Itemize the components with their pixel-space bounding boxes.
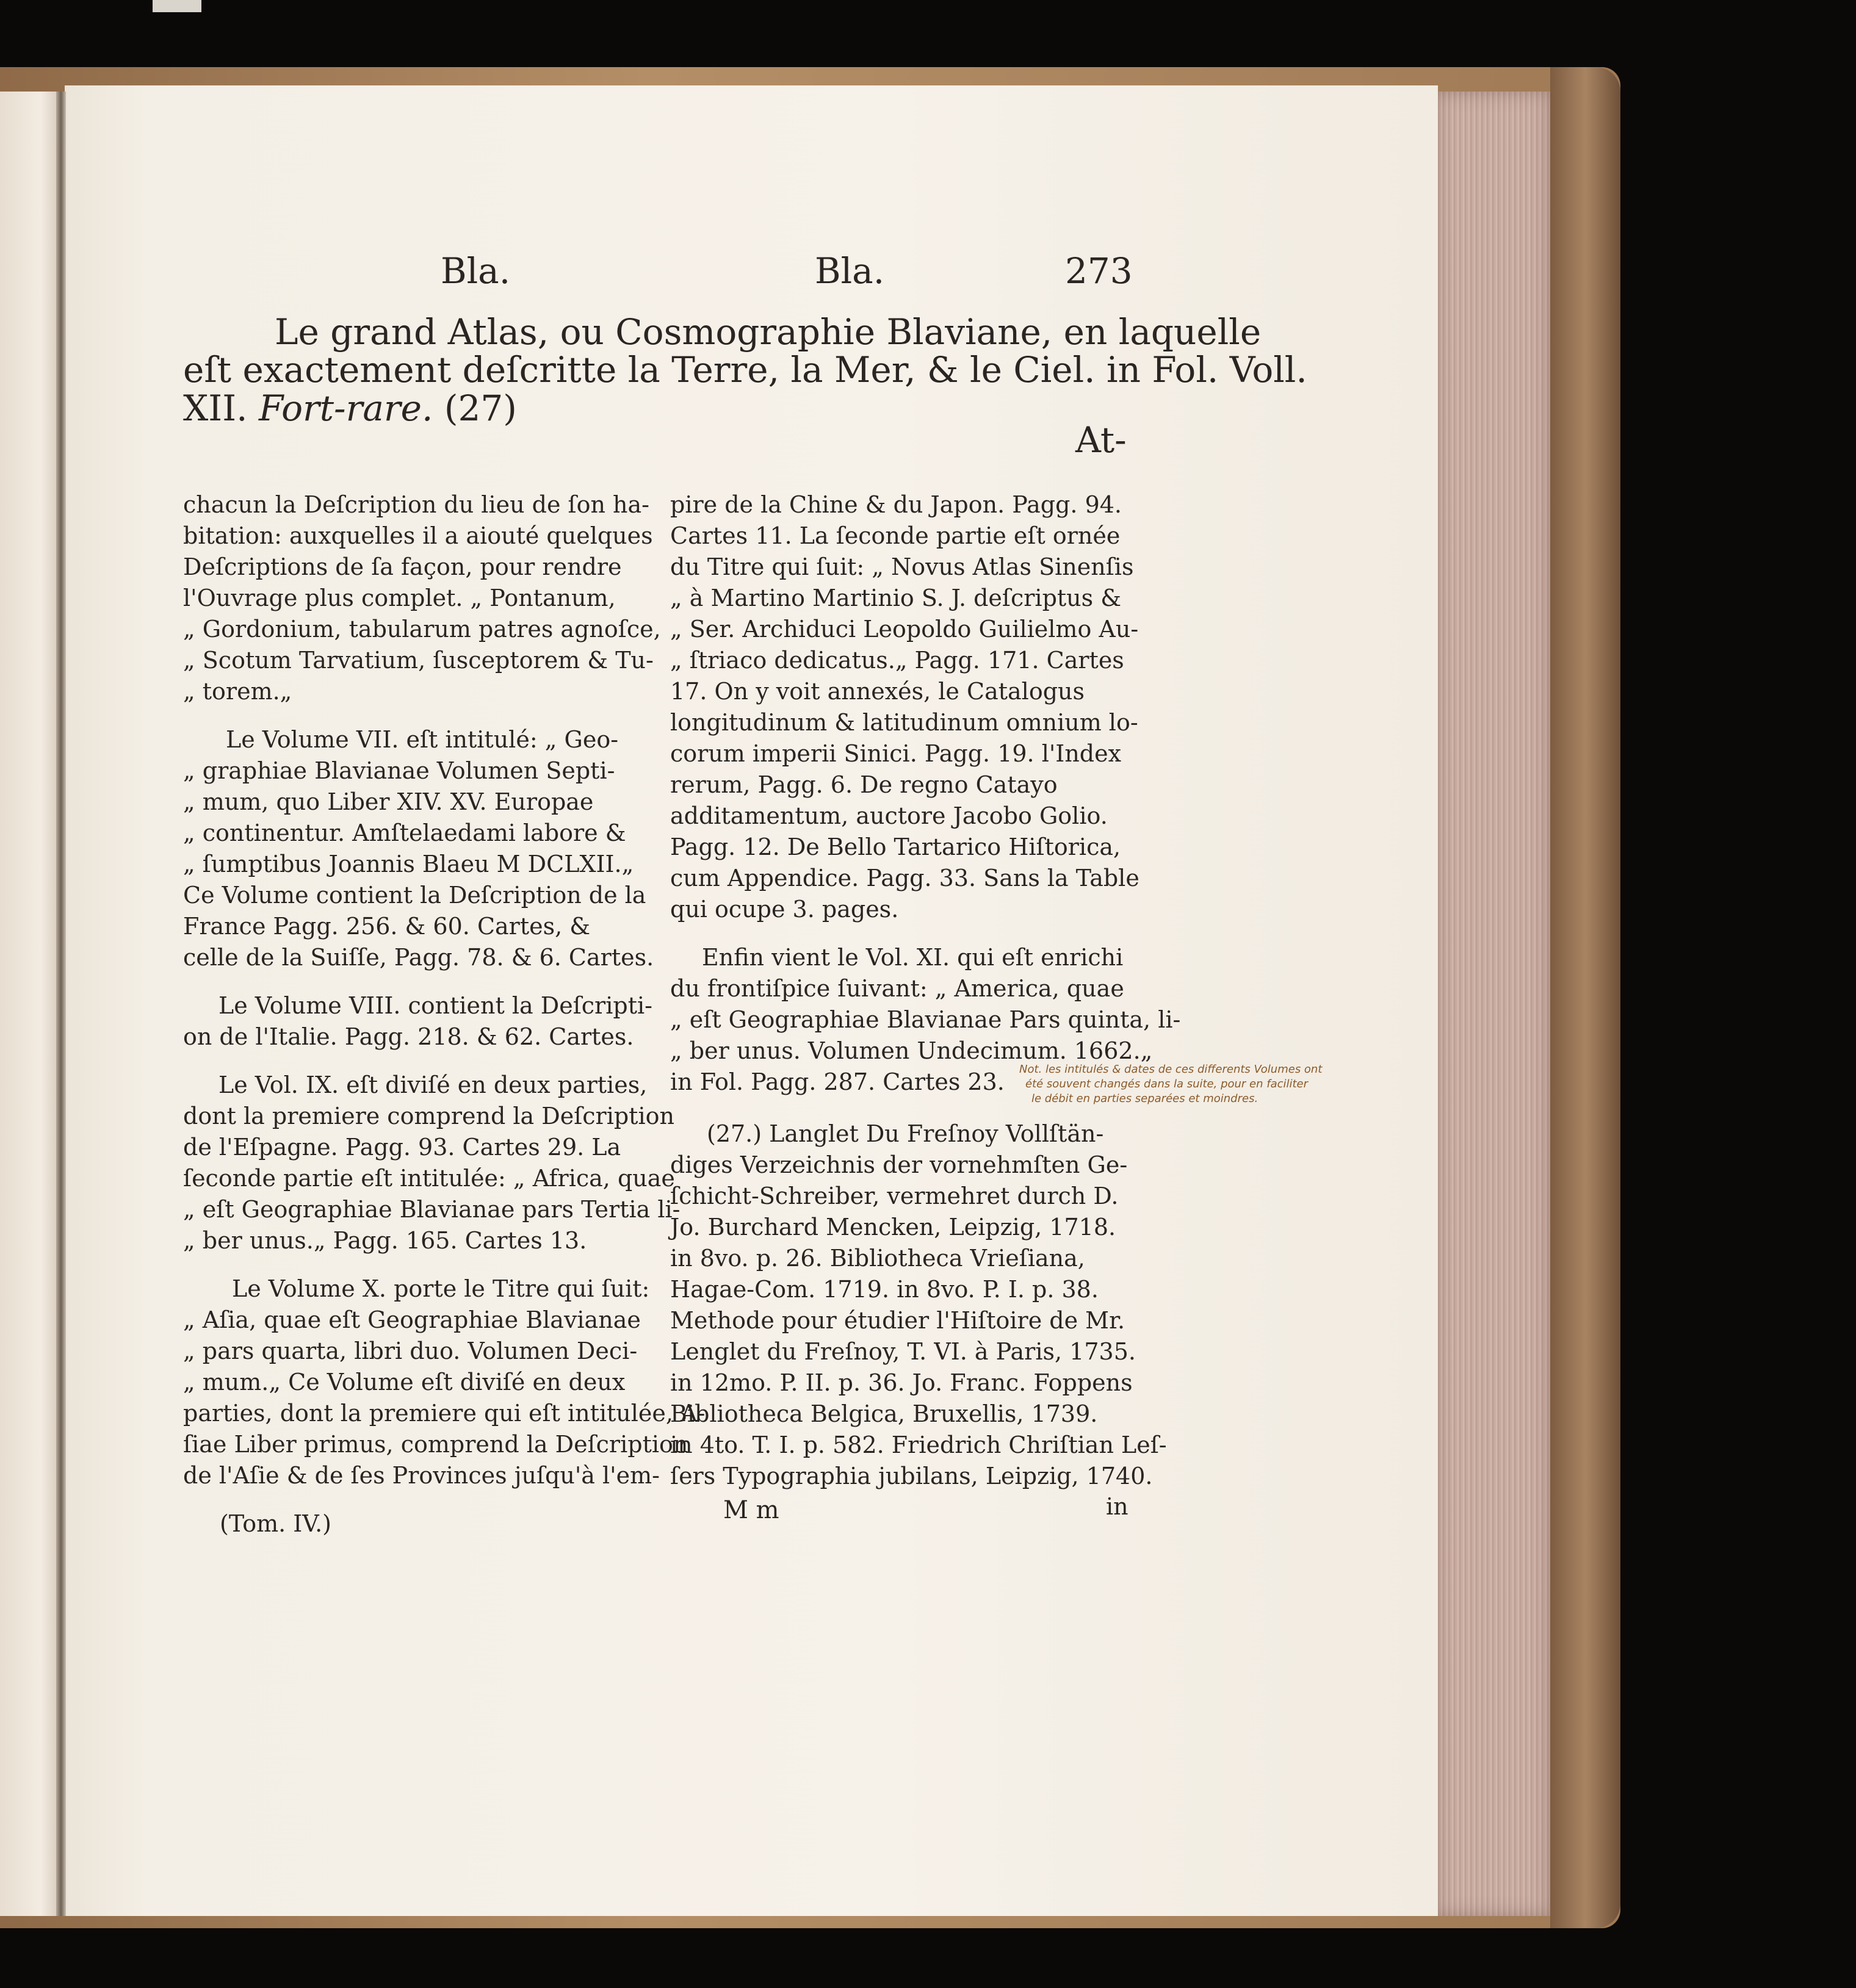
left-column-line: on de l'Italie. Pagg. 218. & 62. Cartes. [183,1023,634,1050]
right-column-line: diges Verzeichnis der vornehmſten Ge- [670,1151,1128,1178]
right-column-line: qui ocupe 3. pages. [670,896,899,923]
handwritten-note-line-2: été souvent changés dans la suite, pour en faciliter [1025,1078,1309,1090]
right-column-line: corum imperii Sinici. Pagg. 19. l'Index [670,740,1122,767]
right-column-line: „ Ser. Archiduci Leopoldo Guilielmo Au- [670,616,1139,643]
right-column-line: „ à Martino Martinio S. J. deſcriptus & [670,585,1122,611]
left-column-line: chacun la Deſcription du lieu de ſon ha- [183,491,649,518]
left-column-line: Le Volume VIII. contient la Deſcripti- [218,992,652,1019]
left-column-line: „ mum.„ Ce Volume eſt diviſé en deux [183,1369,626,1396]
right-column-line: Methode pour étudier l'Hiſtoire de Mr. [670,1307,1125,1334]
left-column-line: Deſcriptions de ſa façon, pour rendre [183,553,622,580]
left-column-line: de l'Eſpagne. Pagg. 93. Cartes 29. La [183,1134,621,1161]
left-column-line: Ce Volume contient la Deſcription de la [183,882,646,909]
left-column-line: „ graphiae Blavianae Volumen Septi- [183,757,615,784]
right-column-line: Pagg. 12. De Bello Tartarico Hiſtorica, [670,834,1121,860]
signature-mark: M m [723,1496,779,1524]
corner-marker [153,0,201,12]
right-column-line: in 8vo. p. 26. Bibliotheca Vrieſiana, [670,1245,1085,1272]
right-column-line: pire de la Chine & du Japon. Pagg. 94. [670,491,1122,518]
left-column-line: Le Volume X. porte le Titre qui ſuit: [232,1275,650,1302]
left-column-line: „ torem.„ [183,678,292,705]
title-line-2: eſt exactement deſcritte la Terre, la Mer, & le Ciel. in Fol. Voll. [183,349,1307,391]
left-column-line: „ eſt Geographiae Blavianae pars Tertia li- [183,1196,681,1223]
right-column-line: „ eſt Geographiae Blavianae Pars quinta, li- [670,1006,1181,1033]
page-number: 273 [1065,250,1133,292]
left-column-line: Le Vol. IX. eſt diviſé en deux parties, [218,1071,648,1098]
left-column-line: „ ber unus.„ Pagg. 165. Cartes 13. [183,1227,587,1254]
right-column-line: additamentum, auctore Jacobo Golio. [670,802,1108,829]
right-column-line: „ ber unus. Volumen Undecimum. 1662.„ [670,1037,1153,1064]
left-column-line: „ Scotum Tarvatium, ſusceptorem & Tu- [183,647,654,674]
header-left: Bla. [441,250,511,292]
left-column-line: „ Gordonium, tabularum patres agnoſce, [183,616,661,643]
left-column-line: l'Ouvrage plus complet. „ Pontanum, [183,585,616,611]
left-column-line: bitation: auxquelles il a aiouté quelques [183,522,653,549]
right-column-line: du frontiſpice ſuivant: „ America, quae [670,975,1124,1002]
book-board-edge [1550,67,1620,1928]
left-column-line: „ Aſia, quae eſt Geographiae Blavianae [183,1306,641,1333]
handwritten-note-line-1: Not. les intitulés & dates de ces differents Volumes ont [1019,1063,1323,1076]
right-column-line: Bibliotheca Belgica, Bruxellis, 1739. [670,1400,1098,1427]
right-column-line: cum Appendice. Pagg. 33. Sans la Table [670,865,1139,891]
right-column-line: (27.) Langlet Du Freſnoy Vollſtän- [707,1120,1104,1147]
left-column-line: ſeconde partie eſt intitulée: „ Africa, quae [183,1165,675,1192]
page-block-edge [1434,92,1550,1916]
right-column-line: Hagae-Com. 1719. in 8vo. P. I. p. 38. [670,1276,1099,1303]
right-column-line: Enfin vient le Vol. XI. qui eſt enrichi [702,944,1124,971]
right-column-line: ſers Typographia jubilans, Leipzig, 1740. [670,1463,1153,1489]
header-center: Bla. [815,250,885,292]
left-column-line: de l'Aſie & de ſes Provinces juſqu'à l'em- [183,1462,660,1489]
right-column-line: longitudinum & latitudinum omnium lo- [670,709,1138,736]
catchword-top: At- [1075,419,1127,461]
left-column-line: ſiae Liber primus, comprend la Deſcription [183,1431,688,1458]
right-column-line: in 4to. T. I. p. 582. Friedrich Chriſtian Leſ- [670,1432,1167,1458]
right-column-line: ſchicht-Schreiber, vermehret durch D. [670,1183,1119,1209]
left-column-line: Le Volume VII. eſt intitulé: „ Geo- [226,726,619,753]
catchword-bottom: in [1106,1493,1128,1520]
right-column-line: rerum, Pagg. 6. De regno Catayo [670,771,1058,798]
left-page [0,92,59,1916]
right-column-line: 17. On y voit annexés, le Catalogus [670,678,1085,705]
left-column-line: „ mum, quo Liber XIV. XV. Europae [183,788,594,815]
left-column-line: France Pagg. 256. & 60. Cartes, & [183,913,591,940]
handwritten-note-line-3: le débit en parties separées et moindres. [1031,1092,1258,1105]
title-line-3: XII. Fort-rare. (27) [183,387,517,429]
right-column-line: in Fol. Pagg. 287. Cartes 23. [670,1068,1005,1095]
title-line-1: Le grand Atlas, ou Cosmographie Blaviane, en laquelle [275,311,1262,353]
gutter [56,92,66,1916]
right-column-line: Lenglet du Freſnoy, T. VI. à Paris, 1735. [670,1338,1136,1365]
right-column-line: Cartes 11. La ſeconde partie eſt ornée [670,522,1121,549]
left-column-line: „ continentur. Amſtelaedami labore & [183,819,626,846]
left-column-line: parties, dont la premiere qui eſt intitulée, A- [183,1400,706,1427]
left-column-line: celle de la Suiſſe, Pagg. 78. & 6. Cartes. [183,944,654,971]
right-column-line: „ ſtriaco dedicatus.„ Pagg. 171. Cartes [670,647,1124,674]
left-column-line: „ ſumptibus Joannis Blaeu M DCLXII.„ [183,851,634,877]
right-column-line: Jo. Burchard Mencken, Leipzig, 1718. [670,1214,1116,1241]
left-column-line: (Tom. IV.) [220,1510,332,1537]
right-column-line: du Titre qui ſuit: „ Novus Atlas Sinenſis [670,553,1134,580]
left-column-line: „ pars quarta, libri duo. Volumen Deci- [183,1338,638,1364]
right-column-line: in 12mo. P. II. p. 36. Jo. Franc. Foppens [670,1369,1133,1396]
left-column-line: dont la premiere comprend la Deſcription [183,1103,674,1129]
